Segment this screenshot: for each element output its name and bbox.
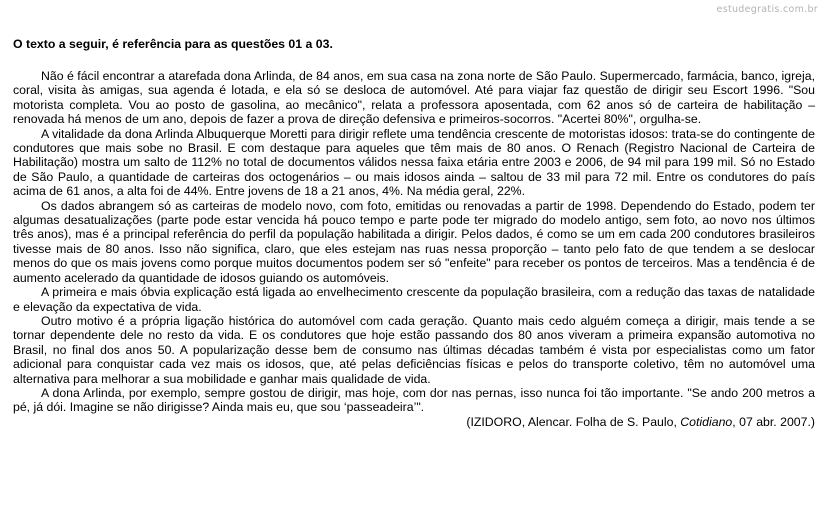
article-paragraph-4: A primeira e mais óbvia explicação está ligada ao envelhecimento crescente da população brasileira, com a redução das taxas de natalidade e elevação da expectativa de vida. [13,285,815,314]
article-paragraph-1: Não é fácil encontrar a atarefada dona Arlinda, de 84 anos, em sua casa na zona norte de São Paulo. Supermercado, farmácia, banco, igreja, coral, visita às amigas, sua agenda é lotada, e ela só se desloca de automóvel. Até para viajar faz questão de dirigir seu Escort 1996. "Sou motorista completa. Vou ao posto de gasolina, ao mecânico", relata a professora aposentada, com 62 anos só de carteira de habilitação – renovada há menos de um ano, depois de fazer a prova de direção defensiva e primeiros-socorros. "Acertei 80%", orgulha-se. [13,69,815,127]
article-paragraph-6: A dona Arlinda, por exemplo, sempre gostou de dirigir, mas hoje, com dor nas pernas, isso nunca foi tão importante. "Se ando 200 metros a pé, já dói. Imagine se não dirigisse? Ainda mais eu, que sou ‘passeadeira’". [13,385,815,415]
article-paragraph-3: Os dados abrangem só as carteiras de modelo novo, com foto, emitidas ou renovadas a partir de 1998. Dependendo do Estado, podem ter algumas desatualizações (parte pode estar vencida há pouco tempo e parte pode ter migrado do modelo antigo, sem foto, ao novo nos últimos três anos), mas é a principal referência do perfil da população habilitada a dirigir. Pelos dados, é como se um em cada 200 condutores brasileiros tivesse mais de 80 anos. Isso não significa, claro, que eles estejam nas ruas nessa proporção – tanto pelo fato de que tendem a se deslocar menos do que os mais jovens como porque muitos documentos podem ser só "enfeite" para receber os pontos de terceiros. Mas a tendência é de aumento acelerado da quantidade de idosos guiando os automóveis. [13,198,815,285]
citation-source: (IZIDORO, Alencar. Folha de S. Paulo, [466,414,681,429]
citation-date: , 07 abr. 2007.) [732,414,815,429]
article-paragraph-5: Outro motivo é a própria ligação histórica do automóvel com cada geração. Quanto mais cedo alguém começa a dirigir, mais tende a se tornar dependente dele no resto da vida. E os condutores que hoje estão passando dos 80 anos viveram a primeira expansão automotiva no Brasil, no final dos anos 50. A popularização desse bem de consumo nas últimas décadas também é vista por especialistas como um fator adicional para conquistar cada vez mais os idosos, que, até pelas deficiências físicas e pelos do transporte coletivo, têm no automóvel uma alternativa para melhorar a sua mobilidade e ganhar mais qualidade de vida. [13,313,815,386]
article-body [13,69,815,429]
site-watermark: estudegratis.com.br [716,4,818,15]
source-citation [13,415,815,429]
citation-section: Cotidiano [680,414,733,429]
article-paragraph-2: A vitalidade da dona Arlinda Albuquerque Moretti para dirigir reflete uma tendência crescente de motoristas idosos: trata-se do contingente de condutores que mais sobe no Brasil. E com destaque para aqueles que têm mais de 80 anos. O Renach (Registro Nacional de Carteira de Habilitação) mostra um salto de 112% no total de documentos válidos nessa faixa etária entre 2003 e 2006, de 94 mil para 199 mil. Só no Estado de São Paulo, a quantidade de carteiras dos octogenários – ou mais idosos ainda – saltou de 33 mil para 72 mil. Entre os condutores do país acima de 61 anos, a alta foi de 44%. Entre jovens de 18 a 21 anos, 4%. Na média geral, 22%. [13,126,815,199]
section-heading: O texto a seguir, é referência para as questões 01 a 03. [13,37,333,51]
